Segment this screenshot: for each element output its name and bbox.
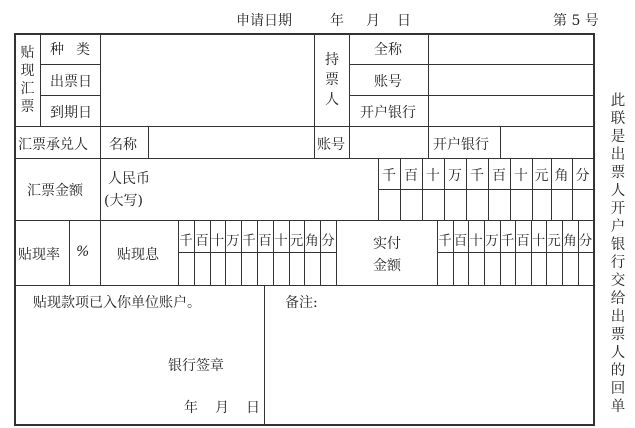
rmb-label: 人民币 [108,171,150,187]
interest-unit: 角 [305,233,319,249]
net-amount-label-line2: 金额 [373,258,401,274]
net-unit: 百 [453,233,468,249]
seal-year-label: 年 [184,400,198,416]
net-unit: 千 [500,233,515,249]
interest-unit: 千 [242,233,256,249]
capital-label: (大写) [104,193,143,209]
amount-unit: 分 [575,168,590,184]
interest-unit: 百 [195,233,209,249]
net-unit: 十 [531,233,546,249]
apply-month-label: 月 [366,13,380,29]
amount-unit: 百 [404,168,418,184]
bill-type-label: 种类 [50,42,102,58]
amount-unit: 千 [382,168,396,184]
apply-year-label: 年 [330,13,344,29]
interest-unit: 十 [210,233,225,249]
interest-unit: 千 [179,233,193,249]
apply-date-label: 申请日期 [236,13,292,29]
amount-unit: 元 [534,168,549,184]
copy-number: 第 5 号 [553,13,599,29]
amount-unit: 万 [448,168,462,184]
interest-unit: 万 [226,233,240,249]
interest-unit: 元 [289,233,304,249]
remarks-field[interactable] [268,312,590,420]
seal-day-label: 日 [246,400,260,416]
amount-label: 汇票金额 [27,183,83,199]
acceptor-label: 汇票承兑人 [18,137,88,153]
net-unit: 百 [516,233,530,249]
acceptor-account-field[interactable] [351,128,427,157]
remarks-label: 备注: [285,295,318,311]
copy-purpose-note: 此联是出票人开户银行交给出票人的回单 [610,93,626,415]
percent-sign: % [76,244,90,260]
issue-date-field[interactable] [102,66,312,94]
net-unit: 分 [578,233,593,249]
bill-type-field[interactable] [102,35,312,63]
net-unit: 万 [485,233,499,249]
amount-capital-field[interactable] [160,162,374,216]
holder-name-field[interactable] [430,35,591,63]
holder-group-label: 持票人 [325,51,339,108]
holder-bank-label: 开户银行 [360,105,416,121]
interest-label: 贴现息 [117,247,159,263]
acceptor-bank-label: 开户银行 [433,137,489,153]
interest-digit-headers [178,229,336,249]
rate-label: 贴现率 [18,247,60,263]
amount-unit: 十 [514,168,528,184]
bank-seal-label: 银行签章 [168,358,224,374]
net-unit: 十 [469,233,483,249]
holder-bank-field[interactable] [430,97,591,125]
net-digit-headers [437,229,593,249]
due-date-label: 到期日 [50,105,92,121]
net-amount-label-line1: 实付 [373,236,401,252]
amount-unit: 十 [426,168,440,184]
interest-unit: 分 [321,233,335,249]
holder-name-label: 全称 [374,42,402,58]
acceptor-bank-field[interactable] [502,128,592,157]
issue-date-label: 出票日 [50,74,92,90]
due-date-field[interactable] [102,97,312,125]
net-unit: 元 [547,233,561,249]
net-unit: 角 [563,233,577,249]
amount-digit-headers [378,165,593,185]
holder-account-field[interactable] [430,66,591,94]
interest-unit: 十 [274,233,288,249]
acceptor-account-label: 账号 [317,137,345,153]
amount-unit: 角 [554,168,569,184]
apply-day-label: 日 [397,13,411,29]
seal-month-label: 月 [215,400,229,416]
credited-notice: 贴现款项已入你单位账户。 [33,295,201,311]
amount-unit: 百 [492,168,506,184]
acceptor-name-label: 名称 [109,137,137,153]
holder-account-label: 账号 [374,74,402,90]
interest-unit: 百 [258,233,272,249]
bill-group-label: 贴现汇票 [20,44,35,115]
acceptor-name-field[interactable] [150,128,312,157]
amount-unit: 千 [470,168,484,184]
rate-field[interactable] [18,265,66,283]
net-unit: 千 [438,233,452,249]
